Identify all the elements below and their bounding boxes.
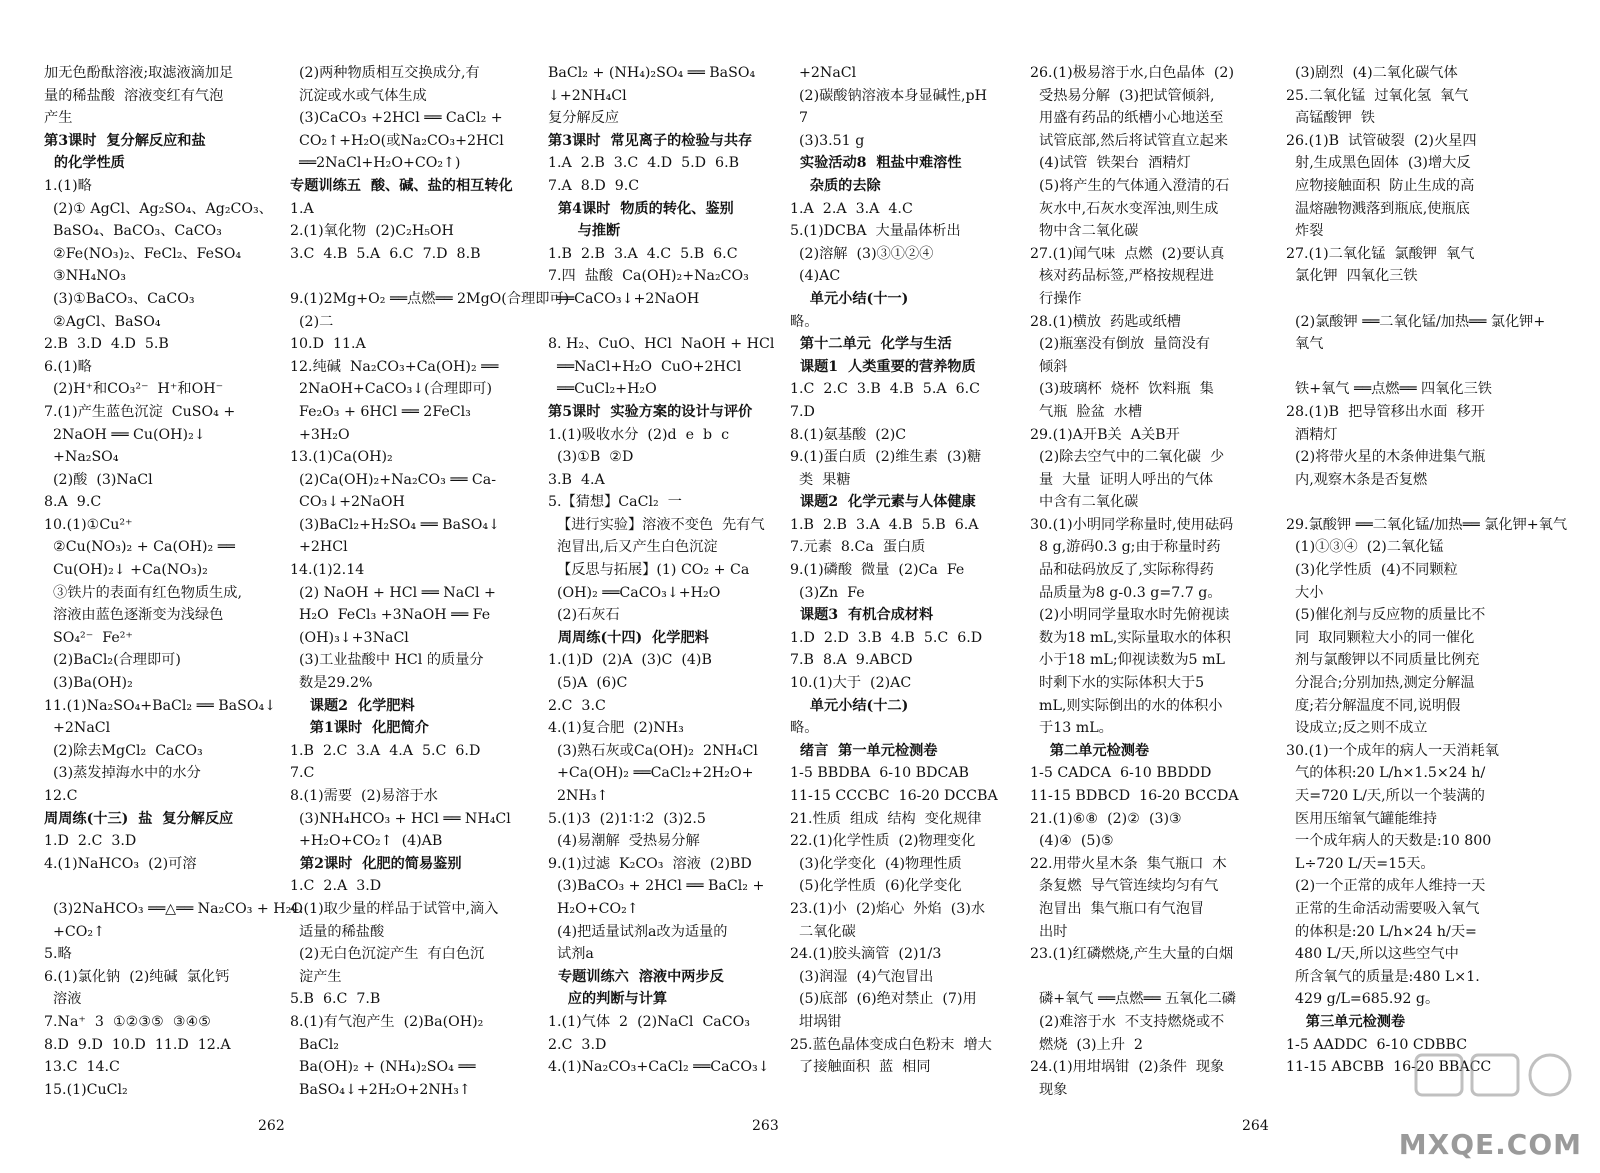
answer-line: (2)酸 (3)NaCl xyxy=(44,471,153,488)
answer-line: (3)NH₄HCO₃ + HCl ══ NH₄Cl xyxy=(290,810,511,827)
answer-line: ②AgCl、BaSO₄ xyxy=(44,313,161,330)
answer-line: CO₃↓+2NaOH xyxy=(290,494,405,511)
answer-line: (3)①B ②D xyxy=(548,449,634,466)
answer-line: 24.(1)用坩埚钳 (2)条件 现象 xyxy=(1030,1059,1225,1076)
answer-line: 铁+氧气 ══点燃══ 四氧化三铁 xyxy=(1286,381,1492,398)
answer-line: 正常的生命活动需要吸入氧气 xyxy=(1286,900,1480,917)
column-4 xyxy=(790,62,1022,1079)
answer-line: 29.(1)A开B关 A关B开 xyxy=(1030,426,1180,443)
answer-line: (OH)₂ ══CaCO₃↓+H₂O xyxy=(548,584,721,601)
answer-line: (3)工业盐酸中 HCl 的质量分 xyxy=(290,652,484,669)
answer-line: 2NaOH ══ Cu(OH)₂↓ xyxy=(44,426,206,443)
answer-line: 第二单元检测卷 xyxy=(1030,742,1150,759)
answer-line: 大小 xyxy=(1286,584,1324,601)
answer-line: 3.B 4.A xyxy=(548,471,605,488)
answer-line: 27.(1)二氧化锰 氯酸钾 氧气 xyxy=(1286,245,1475,262)
answer-line: 429 g/L=685.92 g。 xyxy=(1286,991,1440,1008)
answer-line: 1.A xyxy=(290,200,314,217)
answer-line: Cu(OH)₂↓ +Ca(NO₃)₂ xyxy=(44,562,208,579)
answer-line: 3.C 4.B 5.A 6.C 7.D 8.B xyxy=(290,245,481,262)
answer-line: 倾斜 xyxy=(1030,358,1068,375)
answer-line: 2NaOH+CaCO₃↓(合理即可) xyxy=(290,381,493,398)
answer-line: 【反思与拓展】(1) CO₂ + Ca xyxy=(548,562,750,579)
answer-line: 量 大量 证明人呼出的气体 xyxy=(1030,471,1214,488)
answer-line: (2)除去MgCl₂ CaCO₃ xyxy=(44,742,203,759)
answer-line xyxy=(290,265,528,288)
answer-line: 5.【猜想】CaCl₂ 一 xyxy=(548,494,682,511)
answer-line: (2)碳酸钠溶液本身显碱性,pH xyxy=(790,87,987,104)
answer-line: +CO₂↑ xyxy=(44,923,105,940)
answer-line: 第4课时 物质的转化、鉴别 xyxy=(548,200,734,217)
answer-line: Fe₂O₃ + 6HCl ══ 2FeCl₃ xyxy=(290,403,471,420)
answer-line: 23.(1)红磷燃烧,产生大量的白烟 xyxy=(1030,946,1234,963)
answer-line: (OH)₃↓+3NaCl xyxy=(290,629,409,646)
answer-line: 高锰酸钾 铁 xyxy=(1286,110,1375,127)
answer-line: BaSO₄↓+2H₂O+2NH₃↑ xyxy=(290,1081,471,1098)
answer-line: 4.(1)Na₂CO₃+CaCl₂ ══CaCO₃↓ xyxy=(548,1059,770,1076)
answer-line: 溶液由蓝色逐渐变为浅绿色 xyxy=(44,607,224,624)
answer-line: 射,生成黑色固体 (3)增大反 xyxy=(1286,155,1471,172)
answer-line: 8.D 9.D 10.D 11.D 12.A xyxy=(44,1036,231,1053)
answer-line: 第3课时 常见离子的检验与共存 xyxy=(548,132,753,149)
answer-line: (5)A (6)C xyxy=(548,675,628,692)
column-5 xyxy=(1030,62,1274,1101)
answer-line: (2)BaCl₂(合理即可) xyxy=(44,652,181,669)
answer-line: 2.(1)氧化物 (2)C₂H₅OH xyxy=(290,223,454,240)
answer-line: 现象 xyxy=(1030,1081,1068,1098)
answer-line: 13.(1)Ca(OH)₂ xyxy=(290,449,393,466)
answer-line: 略。 xyxy=(790,313,819,330)
answer-line: (3)化学变化 (4)物理性质 xyxy=(790,855,962,872)
answer-line: 10.D 11.A xyxy=(290,336,366,353)
answer-line: 氯化钾 四氧化三铁 xyxy=(1286,268,1418,285)
answer-line: 8.(1)有气泡产生 (2)Ba(OH)₂ xyxy=(290,1013,484,1030)
answer-line: (5)化学性质 (6)化学变化 xyxy=(790,878,962,895)
answer-line: (2)除去空气中的二氧化碳 少 xyxy=(1030,449,1225,466)
answer-line: 5.(1)DCBA 大量晶体析出 xyxy=(790,223,961,240)
answer-line: Ba(OH)₂ + (NH₄)₂SO₄ ══ xyxy=(290,1059,476,1076)
answer-line: 与推断 xyxy=(548,223,621,240)
column-6 xyxy=(1286,62,1568,1079)
answer-line: 杂质的去除 xyxy=(790,177,881,194)
answer-line: 的体积是:20 L/h×24 h/天= xyxy=(1286,923,1477,940)
column-2 xyxy=(290,62,570,1101)
answer-line: (3)2NaHCO₃ ══△══ Na₂CO₃ + H₂O xyxy=(44,900,303,917)
answer-line: 7.C xyxy=(290,765,315,782)
answer-line: 课题2 化学元素与人体健康 xyxy=(790,494,976,511)
answer-line: H₂O+CO₂↑ xyxy=(548,900,639,917)
answer-line: 的化学性质 xyxy=(44,155,125,172)
answer-line: 6.(1)略 xyxy=(44,358,92,375)
answer-line: ══NaCl+H₂O CuO+2HCl xyxy=(548,358,742,375)
answer-line: 9.(1)过滤 K₂CO₃ 溶液 (2)BD xyxy=(548,855,752,872)
answer-line: (5)催化剂与反应物的质量比不 xyxy=(1286,607,1486,624)
answer-line: 30.(1)一个成年的病人一天消耗氧 xyxy=(1286,742,1499,759)
answer-line: 5.B 6.C 7.B xyxy=(290,991,381,1008)
answer-line: 出时 xyxy=(1030,923,1068,940)
answer-line: ②Fe(NO₃)₂、FeCl₂、FeSO₄ xyxy=(44,245,242,262)
answer-line: 剂与氯酸钾以不同质量比例充 xyxy=(1286,652,1480,669)
answer-line: 23.(1)小 (2)焰心 外焰 (3)水 xyxy=(790,900,986,917)
answer-line: (4)把适量试剂a改为适量的 xyxy=(548,923,728,940)
answer-line: H₂O FeCl₃ +3NaOH ══ Fe xyxy=(290,607,491,624)
answer-line: (4)试管 铁架台 酒精灯 xyxy=(1030,155,1191,172)
answer-line: 1.D 2.D 3.B 4.B 5.C 6.D xyxy=(790,629,983,646)
answer-line: (3)剧烈 (4)二氧化碳气体 xyxy=(1286,65,1458,81)
answer-line: (4)④ (5)⑤ xyxy=(1030,833,1114,850)
answer-line: (2)一个正常的成年人维持一天 xyxy=(1286,878,1486,895)
answer-line: 11-15 ABCBB 16-20 BBACC xyxy=(1286,1059,1492,1076)
answer-line xyxy=(1030,966,1274,989)
answer-line: +3H₂O xyxy=(290,426,350,443)
answer-line: 核对药品标签,严格按规程进 xyxy=(1030,268,1214,285)
answer-line: 2.C 3.D xyxy=(548,1036,607,1053)
answer-line: 同 取同颗粒大小的同一催化 xyxy=(1286,629,1475,646)
answer-line: 9.(1)蛋白质 (2)维生素 (3)糖 xyxy=(790,449,982,466)
answer-line: 课题2 化学肥料 xyxy=(290,697,415,714)
answer-line: 22.用带火星木条 集气瓶口 木 xyxy=(1030,855,1227,872)
answer-line: 量的稀盐酸 溶液变红有气泡 xyxy=(44,87,224,104)
answer-line: 7.Na⁺ 3 ①②③⑤ ③④⑤ xyxy=(44,1013,212,1030)
answer-line: 适量的稀盐酸 xyxy=(290,923,385,940)
answer-line: 品和砝码放反了,实际称得药 xyxy=(1030,562,1214,579)
answer-line: BaSO₄、BaCO₃、CaCO₃ xyxy=(44,223,222,240)
answer-line: +2HCl xyxy=(290,539,348,556)
column-3 xyxy=(548,62,786,1079)
answer-line: 27.(1)闻气味 点燃 (2)要认真 xyxy=(1030,245,1225,262)
answer-line: 26.(1)极易溶于水,白色晶体 (2) xyxy=(1030,65,1234,81)
answer-line: 小于18 mL;仰视读数为5 mL xyxy=(1030,652,1225,669)
answer-line: 7.D xyxy=(790,403,815,420)
answer-line: +Ca(OH)₂ ══CaCl₂+2H₂O+ xyxy=(548,765,754,782)
answer-line: 一个成年病人的天数是:10 800 xyxy=(1286,833,1492,850)
answer-line: 周周练(十四) 化学肥料 xyxy=(548,629,709,646)
answer-line: 课题1 人类重要的营养物质 xyxy=(790,358,976,375)
answer-line: 11-15 BDBCD 16-20 BCCDA xyxy=(1030,788,1239,804)
answer-line: 1.(1)吸收水分 (2)d e b c xyxy=(548,426,730,443)
answer-line: 条复燃 导气管连续均匀有气 xyxy=(1030,878,1219,895)
answer-line: 2.B 3.D 4.D 5.B xyxy=(44,336,169,353)
answer-line: 7 xyxy=(790,110,809,127)
answer-line: 5.(1)3 (2)1∶1∶2 (3)2.5 xyxy=(548,810,706,827)
answer-line: 28.(1)横放 药匙或纸槽 xyxy=(1030,313,1181,330)
answer-line: 4.(1)NaHCO₃ (2)可溶 xyxy=(44,855,197,872)
answer-line: 8.(1)氨基酸 (2)C xyxy=(790,426,907,443)
answer-line: 中含有二氧化碳 xyxy=(1030,494,1139,511)
answer-line: (2)① AgCl、Ag₂SO₄、Ag₂CO₃、 xyxy=(44,200,273,217)
answer-line: 14.(1)2.14 xyxy=(290,562,365,579)
answer-line: 10.(1)大于 (2)AC xyxy=(790,675,912,692)
answer-line: 480 L/天,所以这些空气中 xyxy=(1286,946,1459,963)
answer-line: 于13 mL。 xyxy=(1030,720,1113,737)
answer-line: 25.二氧化锰 过氧化氢 氧气 xyxy=(1286,87,1469,104)
answer-line: 12.C xyxy=(44,788,78,804)
answer-line: (3)润湿 (4)气泡冒出 xyxy=(790,968,934,985)
answer-line: 第三单元检测卷 xyxy=(1286,1013,1406,1030)
answer-line: 1.(1)略 xyxy=(44,177,92,194)
answer-line: 氧气 xyxy=(1286,336,1324,353)
answer-line: 1.C 2.A 3.D xyxy=(290,878,382,895)
answer-line: 15.(1)CuCl₂ xyxy=(44,1081,128,1098)
page-number-middle: 263 xyxy=(752,1118,779,1134)
answer-line: 11-15 CCCBC 16-20 DCCBA xyxy=(790,788,998,804)
answer-line: 10.(1)①Cu²⁺ xyxy=(44,516,133,533)
answer-line: +2NaCl xyxy=(44,720,111,737)
answer-line: 【进行实验】溶液不变色 先有气 xyxy=(548,516,765,533)
answer-line: 周周练(十三) 盐 复分解反应 xyxy=(44,810,234,827)
answer-line: 单元小结(十一) xyxy=(790,290,909,307)
answer-line: 磷+氧气 ══点燃══ 五氧化二磷 xyxy=(1030,991,1236,1008)
answer-line: (2)小明同学量取水时先俯视读 xyxy=(1030,607,1230,624)
answer-line: 30.(1)小明同学称量时,使用砝码 xyxy=(1030,516,1234,533)
answer-line: (3)BaCO₃ + 2HCl ══ BaCl₂ + xyxy=(548,878,765,895)
answer-line: 第2课时 化肥的简易鉴别 xyxy=(290,855,462,872)
answer-line: 1.(1)气体 2 (2)NaCl CaCO₃ xyxy=(548,1013,750,1030)
answer-line: 气的体积:20 L/h×1.5×24 h/ xyxy=(1286,765,1486,782)
answer-line: SO₄²⁻ Fe²⁺ xyxy=(44,629,133,646)
answer-line: 22.(1)化学性质 (2)物理变化 xyxy=(790,833,976,850)
answer-line: (3)蒸发掉海水中的水分 xyxy=(44,765,201,782)
answer-line: 11.(1)Na₂SO₄+BaCl₂ ══ BaSO₄↓ xyxy=(44,697,277,714)
answer-line: 13.C 14.C xyxy=(44,1059,120,1076)
answer-line: 了接触面积 蓝 相同 xyxy=(790,1059,931,1076)
answer-line: 第5课时 实验方案的设计与评价 xyxy=(548,403,753,420)
answer-line: 25.蓝色晶体变成白色粉末 增大 xyxy=(790,1036,992,1053)
answer-line: 温熔融物溅落到瓶底,使瓶底 xyxy=(1286,200,1470,217)
answer-line: 淀产生 xyxy=(290,968,342,985)
answer-line: ══2NaCl+H₂O+CO₂↑) xyxy=(290,155,461,172)
answer-line: 1.D 2.C 3.D xyxy=(44,833,137,850)
answer-line: 类 果糖 xyxy=(790,471,851,488)
answer-line: (2)H⁺和CO₃²⁻ H⁺和OH⁻ xyxy=(44,381,224,398)
answer-line: 泡冒出 集气瓶口有气泡冒 xyxy=(1030,900,1205,917)
answer-line: 29.氯酸钾 ══二氧化锰/加热══ 氯化钾+氧气 xyxy=(1286,516,1568,533)
answer-line: 应物接触面积 防止生成的高 xyxy=(1286,177,1475,194)
answer-line: 设成立;反之则不成立 xyxy=(1286,720,1428,737)
answer-line: +H₂O+CO₂↑ (4)AB xyxy=(290,833,443,850)
answer-line: (2)二 xyxy=(290,313,334,330)
answer-line: (2)Ca(OH)₂+Na₂CO₃ ══ Ca- xyxy=(290,471,497,488)
answer-line xyxy=(1286,491,1526,514)
answer-line: 分混合;分别加热,测定分解温 xyxy=(1286,675,1475,692)
answer-line: 沉淀或水或气体生成 xyxy=(290,87,427,104)
answer-line: (2)将带火星的木条伸进集气瓶 xyxy=(1286,449,1486,466)
answer-line: 课题3 有机合成材料 xyxy=(790,607,934,624)
answer-line: 4.(1)复合肥 (2)NH₃ xyxy=(548,720,684,737)
answer-line: 7.元素 8.Ca 蛋白质 xyxy=(790,539,926,556)
answer-line: 9.(1)磷酸 微量 (2)Ca Fe xyxy=(790,562,965,579)
answer-line: 产生 xyxy=(44,110,73,127)
answer-line: 数为18 mL,实际量取水的体积 xyxy=(1030,629,1231,646)
answer-line: 7.A 8.D 9.C xyxy=(548,177,640,194)
page-number-left: 262 xyxy=(258,1118,285,1134)
answer-line: 4.(1)取少量的样品于试管中,滴入 xyxy=(290,900,499,917)
answer-line: 绪言 第一单元检测卷 xyxy=(790,742,938,759)
answer-line: 专题训练五 酸、碱、盐的相互转化 xyxy=(290,177,513,194)
answer-line: 溶液 xyxy=(44,991,82,1008)
answer-line: (2)无白色沉淀产生 有白色沉 xyxy=(290,946,485,963)
answer-line: (3)熟石灰或Ca(OH)₂ 2NH₄Cl xyxy=(548,742,758,759)
page-number-right: 264 xyxy=(1242,1118,1269,1134)
answer-line: 所含氧气的质量是:480 L×1. xyxy=(1286,968,1480,985)
answer-line: 1-5 CADCA 6-10 BBDDD xyxy=(1030,765,1212,782)
answer-line: 1.B 2.B 3.A 4.C 5.B 6.C xyxy=(548,245,738,262)
answer-line: 实验活动8 粗盐中难溶性 xyxy=(790,155,962,172)
answer-line: 1.C 2.C 3.B 4.B 5.A 6.C xyxy=(790,381,980,398)
answer-line: 21.(1)⑥⑧ (2)② (3)③ xyxy=(1030,810,1182,827)
answer-line: (3)Ba(OH)₂ xyxy=(44,675,133,692)
answer-line: (5)底部 (6)绝对禁止 (7)用 xyxy=(790,991,977,1008)
answer-line: 二氧化碳 xyxy=(790,923,856,940)
answer-line: 2NH₃↑ xyxy=(548,788,609,804)
answer-line: 21.性质 组成 结构 变化规律 xyxy=(790,810,982,827)
answer-line: 医用压缩氧气罐能维持 xyxy=(1286,810,1437,827)
answer-line: 1.(1)D (2)A (3)C (4)B xyxy=(548,652,712,669)
answer-line: 灰水中,石灰水变浑浊,则生成 xyxy=(1030,200,1219,217)
answer-line: 数是29.2% xyxy=(290,675,373,692)
answer-line: (3)3.51 g xyxy=(790,132,865,149)
answer-line: (4)易潮解 受热易分解 xyxy=(548,833,700,850)
answer-line: (3)Zn Fe xyxy=(790,584,865,601)
answer-line: (2)溶解 (3)③①②④ xyxy=(790,245,934,262)
answer-line: (2)难溶于水 不支持燃烧或不 xyxy=(1030,1013,1225,1030)
answer-line: 第1课时 化肥简介 xyxy=(290,720,429,737)
answer-line: ②Cu(NO₃)₂ + Ca(OH)₂ ══ xyxy=(44,539,235,556)
answer-line: (4)AC xyxy=(790,268,841,285)
answer-line: (2)瓶塞没有倒放 量筒没有 xyxy=(1030,336,1211,353)
answer-line: ③铁片的表面有红色物质生成, xyxy=(44,584,242,601)
answer-line xyxy=(1286,356,1526,379)
answer-line: 5.略 xyxy=(44,946,72,963)
answer-line: 时剩下水的实际体积大于5 xyxy=(1030,675,1205,692)
answer-line: 试剂a xyxy=(548,946,594,963)
answer-line: 6.(1)氯化钠 (2)纯碱 氯化钙 xyxy=(44,968,230,985)
answer-line: (5)将产生的气体通入澄清的石 xyxy=(1030,177,1230,194)
answer-line: 天=720 L/天,所以一个装满的 xyxy=(1286,788,1485,804)
answer-line: 物中含二氧化碳 xyxy=(1030,223,1139,240)
answer-line: 用盛有药品的纸槽小心地送至 xyxy=(1030,110,1224,127)
answer-line: 度;若分解温度不同,说明假 xyxy=(1286,697,1461,714)
answer-line: (1)①③④ (2)二氧化锰 xyxy=(1286,539,1444,556)
answer-line: (3)①BaCO₃、CaCO₃ xyxy=(44,290,195,307)
answer-line: 试管底部,然后将试管直立起来 xyxy=(1030,132,1228,149)
answer-line: 炸裂 xyxy=(1286,223,1324,240)
answer-line: 28.(1)B 把导管移出水面 移开 xyxy=(1286,403,1485,420)
answer-line: (2)两种物质相互交换成分,有 xyxy=(290,65,480,81)
answer-line: (3)CaCO₃ +2HCl ══ CaCl₂ + xyxy=(290,110,503,127)
answer-line: 1.B 2.C 3.A 4.A 5.C 6.D xyxy=(290,742,481,759)
answer-line: +2NaCl xyxy=(790,65,857,81)
answer-line: 8.A 9.C xyxy=(44,494,102,511)
answer-line: 24.(1)胶头滴管 (2)1/3 xyxy=(790,946,942,963)
answer-line: 1.A 2.B 3.C 4.D 5.D 6.B xyxy=(548,155,740,172)
answer-line: +Na₂SO₄ xyxy=(44,449,119,466)
answer-line: 略。 xyxy=(790,720,819,737)
answer-line: 2.C 3.C xyxy=(548,697,606,714)
watermark-text: MXQE.COM xyxy=(1398,1128,1582,1161)
answer-line: 专题训练六 溶液中两步反 xyxy=(548,968,724,985)
answer-line: 26.(1)B 试管破裂 (2)火星四 xyxy=(1286,132,1477,149)
answer-line: 1.B 2.B 3.A 4.B 5.B 6.A xyxy=(790,516,979,533)
answer-line: 1-5 AADDC 6-10 CDBBC xyxy=(1286,1036,1468,1053)
answer-line: 12.纯碱 Na₂CO₃+Ca(OH)₂ ══ xyxy=(290,358,499,375)
answer-line: 受热易分解 (3)把试管倾斜, xyxy=(1030,87,1215,104)
answer-line: 1.A 2.A 3.A 4.C xyxy=(790,200,913,217)
answer-line: ③NH₄NO₃ xyxy=(44,268,126,285)
answer-line: 7.四 盐酸 Ca(OH)₂+Na₂CO₃ xyxy=(548,268,749,285)
answer-line: 酒精灯 xyxy=(1286,426,1338,443)
answer-line: (2)石灰石 xyxy=(548,607,620,624)
answer-line: 内,观察木条是否复燃 xyxy=(1286,471,1428,488)
answer-line: BaCl₂ + (NH₄)₂SO₄ ══ BaSO₄ xyxy=(548,65,756,81)
answer-line: 行操作 xyxy=(1030,290,1082,307)
answer-line: 9.(1)2Mg+O₂ ══点燃══ 2MgO(合理即可) xyxy=(290,290,570,307)
answer-line: (2)氯酸钾 ══二氧化锰/加热══ 氯化钾+ xyxy=(1286,313,1546,330)
answer-line: ══CuCl₂+H₂O xyxy=(548,381,657,398)
answer-line: mL,则实际倒出的水的体积小 xyxy=(1030,697,1223,714)
answer-line xyxy=(44,875,279,898)
answer-line: ══CaCO₃↓+2NaOH xyxy=(548,290,700,307)
answer-line: (2) NaOH + HCl ══ NaCl + xyxy=(290,584,496,601)
answer-line: 品质量为8 g-0.3 g=7.7 g。 xyxy=(1030,584,1222,601)
answer-line: 坩埚钳 xyxy=(790,1013,842,1030)
answer-line: 复分解反应 xyxy=(548,110,619,127)
answer-line: 燃烧 (3)上升 2 xyxy=(1030,1036,1143,1053)
answer-line: 7.B 8.A 9.ABCD xyxy=(790,652,913,669)
answer-line: 8.(1)需要 (2)易溶于水 xyxy=(290,788,438,804)
answer-line: (3)玻璃杯 烧杯 饮料瓶 集 xyxy=(1030,381,1214,398)
watermark-logo-icon xyxy=(1408,1051,1588,1109)
answer-line: ↓+2NH₄Cl xyxy=(548,87,627,104)
answer-line: 8. H₂、CuO、HCl NaOH + HCl xyxy=(548,336,775,353)
answer-line: 第十二单元 化学与生活 xyxy=(790,336,952,353)
answer-line: (3)化学性质 (4)不同颗粒 xyxy=(1286,562,1458,579)
answer-line: L÷720 L/天=15天。 xyxy=(1286,855,1435,872)
answer-line: 气瓶 脸盆 水槽 xyxy=(1030,403,1143,420)
answer-line: 1-5 BBDBA 6-10 BDCAB xyxy=(790,765,969,782)
answer-line: 加无色酚酞溶液;取滤液滴加足 xyxy=(44,65,234,81)
answer-line xyxy=(1286,288,1526,311)
answer-line: 8 g,游码0.3 g;由于称量时药 xyxy=(1030,539,1221,556)
answer-line: CO₂↑+H₂O(或Na₂CO₃+2HCl xyxy=(290,132,504,149)
answer-line: 第3课时 复分解反应和盐 xyxy=(44,132,206,149)
answer-line: (3)BaCl₂+H₂SO₄ ══ BaSO₄↓ xyxy=(290,516,500,533)
answer-line: BaCl₂ xyxy=(290,1036,339,1053)
answer-line: 单元小结(十二) xyxy=(790,697,909,714)
answer-line xyxy=(548,311,786,334)
answer-line: 7.(1)产生蓝色沉淀 CuSO₄ + xyxy=(44,403,236,420)
answer-line: 应的判断与计算 xyxy=(548,991,668,1008)
answer-line: 泡冒出,后又产生白色沉淀 xyxy=(548,539,718,556)
